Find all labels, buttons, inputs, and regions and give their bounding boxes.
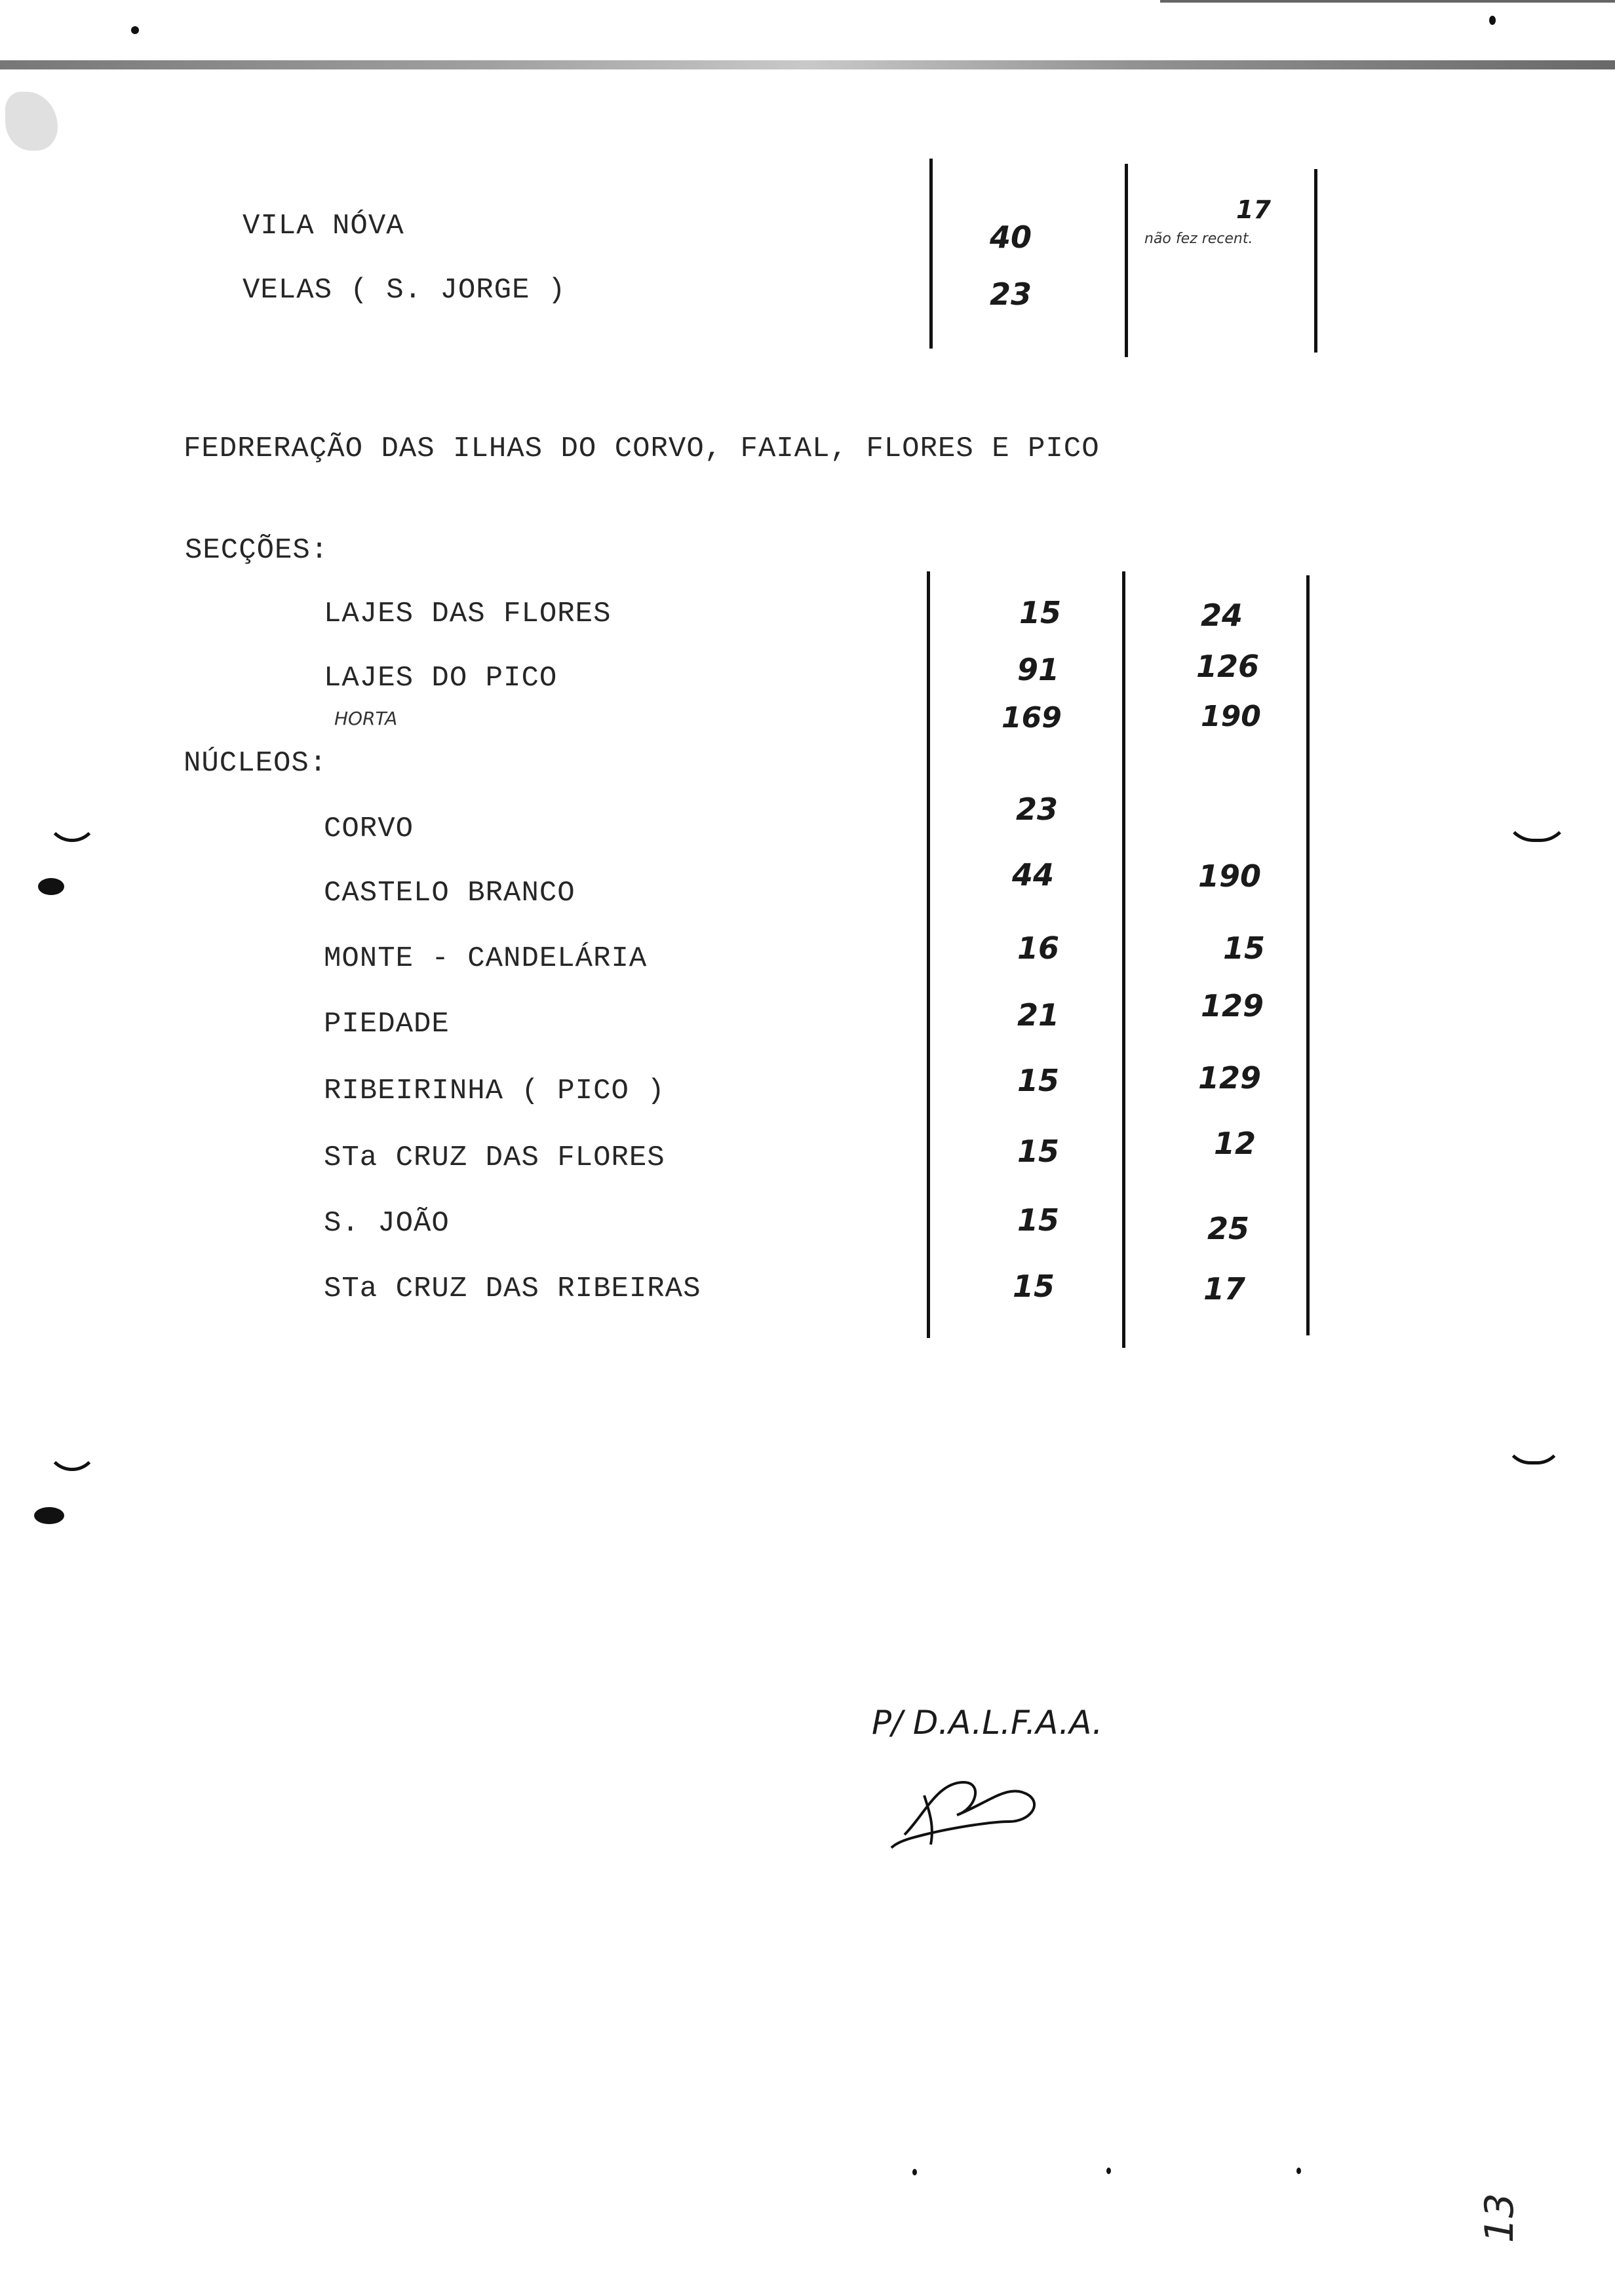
nucleo-col1: 21 [1017,997,1060,1033]
row-note: não fez recent. [1144,231,1253,247]
table-rule [1122,571,1125,1348]
scan-speck [912,2169,917,2175]
row-col1: 40 [990,220,1032,255]
nucleo-col2: 129 [1198,1060,1262,1096]
seccao-col1: 169 [1002,701,1062,735]
seccao-col2: 24 [1201,598,1243,633]
seccoes-label: SECÇÕES: [185,534,329,567]
nucleo-name: CASTELO BRANCO [324,877,575,909]
scan-speck [131,26,139,34]
signature-scribble [885,1756,1055,1854]
row-col1: 23 [990,277,1032,312]
table-rule [927,571,930,1338]
scan-speck [1296,2168,1301,2174]
scan-edge-line [1160,0,1615,3]
nucleo-col2: 15 [1223,930,1266,966]
nucleo-col1: 23 [1016,792,1059,827]
seccao-name: LAJES DAS FLORES [324,598,612,630]
row-col2: 17 [1236,195,1271,224]
nucleo-name: STa CRUZ DAS RIBEIRAS [324,1272,701,1305]
nucleo-name: S. JOÃO [324,1207,450,1240]
nucleo-col1: 15 [1017,1134,1060,1169]
binder-mark [46,1442,98,1471]
nucleo-name: CORVO [324,813,414,845]
nucleos-label: NÚCLEOS: [184,747,328,780]
row-name: VILA NÓVA [243,210,404,242]
table-rule [1306,575,1310,1335]
scan-top-bar [0,60,1615,69]
page-number: 13 [1477,2192,1523,2244]
nucleo-col2: 12 [1214,1126,1256,1161]
nucleo-col1: 15 [1017,1202,1060,1238]
federation-title: FEDRERAÇÃO DAS ILHAS DO CORVO, FAIAL, FLORES E PICO [184,432,1100,465]
scan-speck [1489,16,1496,25]
binder-mark [1504,813,1570,842]
nucleo-name: RIBEIRINHA ( PICO ) [324,1075,665,1107]
binder-mark [1504,1435,1563,1464]
nucleo-col1: 15 [1013,1269,1055,1304]
table-rule [929,159,933,349]
seccao-col1: 15 [1019,595,1062,630]
seccao-col1: 91 [1017,652,1060,687]
seccao-name: LAJES DO PICO [324,662,558,695]
seccao-name-handwritten: HORTA [334,708,398,729]
seccao-col2: 190 [1201,700,1261,733]
nucleo-col1: 44 [1012,857,1055,892]
staple-mark [5,92,58,151]
table-rule [1125,164,1128,357]
nucleo-col2: 190 [1198,858,1262,894]
scan-speck [1106,2168,1111,2174]
table-rule [1314,169,1317,353]
seccao-col2: 126 [1196,649,1260,684]
binder-dot [38,878,64,895]
row-name: VELAS ( S. JORGE ) [243,274,566,307]
nucleo-col2: 17 [1203,1271,1246,1307]
binder-mark [46,813,98,842]
nucleo-col1: 15 [1017,1063,1060,1098]
nucleo-col2: 25 [1207,1211,1250,1246]
nucleo-name: STa CRUZ DAS FLORES [324,1141,665,1174]
nucleo-col2: 129 [1201,988,1264,1024]
binder-dot [34,1507,64,1524]
signature-line: P/ D.A.L.F.A.A. [872,1704,1103,1742]
nucleo-name: MONTE - CANDELÁRIA [324,942,648,975]
nucleo-col1: 16 [1017,930,1060,966]
nucleo-name: PIEDADE [324,1008,450,1041]
